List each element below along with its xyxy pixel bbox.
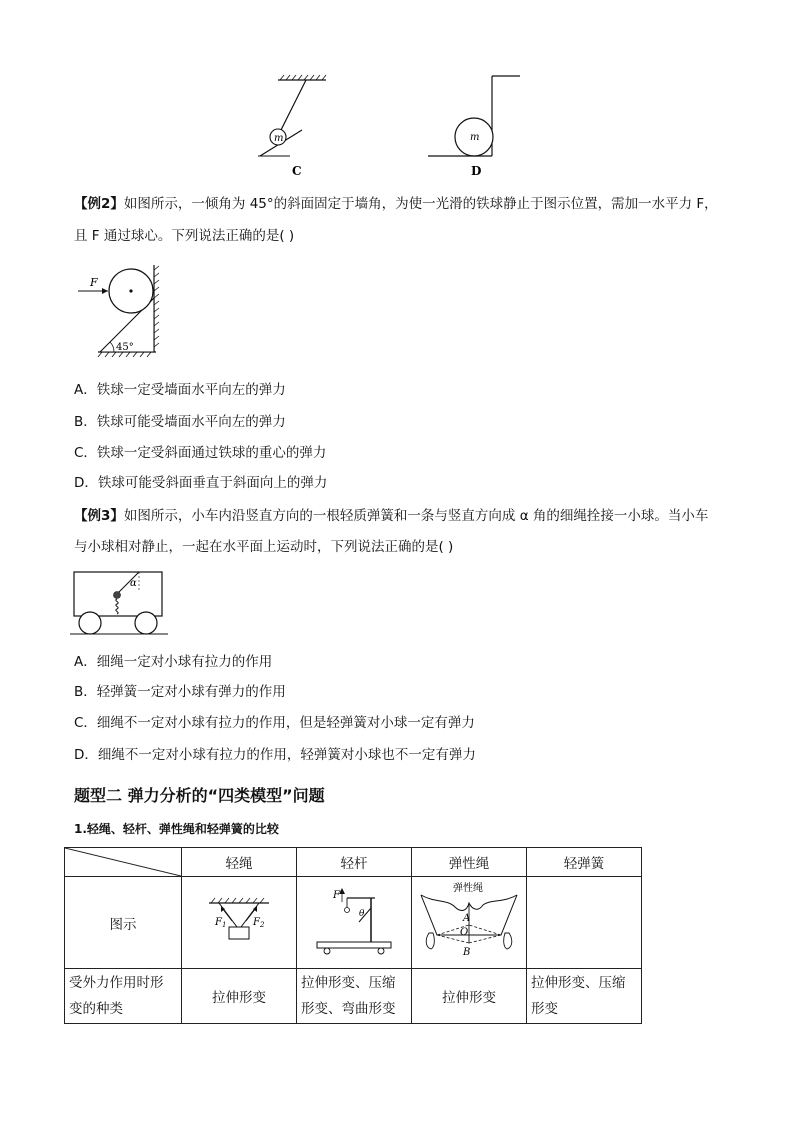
deform-light-rod <box>297 969 412 1024</box>
rope-f1-sub: 1 <box>221 920 227 929</box>
figure-option-c <box>250 70 340 180</box>
table-corner-cell <box>65 848 182 877</box>
example-2-question-line-2: 且 F 通过球心。下列说法正确的是( ) <box>74 228 295 244</box>
figure-elastic-rope-cell <box>412 877 527 969</box>
elastic-point-o: O <box>460 926 469 938</box>
mass-label-d: m <box>470 132 480 143</box>
figure-label-d: D <box>471 164 482 178</box>
example-3-option-d: D．细绳不一定对小球有拉力的作用，轻弹簧对小球也不一定有弹力 <box>74 747 476 763</box>
example-3-option-b: B．轻弹簧一定对小球有弹力的作用 <box>74 684 286 700</box>
header-light-spring: 轻弹簧 <box>527 848 642 877</box>
example-3-cart-figure <box>70 568 170 640</box>
row-label-deformation-line-2: 变的种类 <box>69 1001 123 1017</box>
mass-label-c: m <box>274 133 284 144</box>
rope-f2-sub: 2 <box>259 920 265 929</box>
example-2-option-b: B．铁球可能受墙面水平向左的弹力 <box>74 414 286 430</box>
row-label-figure: 图示 <box>65 877 182 969</box>
deform-light-rope: 拉伸形变 <box>182 969 297 1024</box>
table-row-figure <box>65 877 642 969</box>
svg-text:F1 <box>214 917 226 929</box>
elastic-rope-label: 弹性绳 <box>453 882 483 894</box>
elastic-point-a: A <box>463 912 471 924</box>
example-2-option-c: C．铁球一定受斜面通过铁球的重心的弹力 <box>74 445 327 461</box>
deform-light-rod-line-1: 拉伸形变、压缩 <box>301 975 396 991</box>
figure-light-rope-cell <box>182 877 297 969</box>
example-2-figure <box>74 260 164 360</box>
rod-angle-label: θ <box>359 908 365 919</box>
deform-light-spring <box>527 969 642 1024</box>
angle-label-45: 45° <box>116 342 134 353</box>
example-2-tag: 【例2】 <box>74 196 124 212</box>
figure-light-rod <box>311 888 397 958</box>
header-light-rod: 轻杆 <box>297 848 412 877</box>
deform-light-rod-line-2: 形变、弯曲形变 <box>301 1001 396 1017</box>
deform-light-spring-line-2: 形变 <box>531 1001 558 1017</box>
example-2-option-d: D．铁球可能受斜面垂直于斜面向上的弹力 <box>74 475 328 491</box>
figure-light-spring-cell <box>527 877 642 969</box>
figure-light-rope <box>199 891 279 955</box>
example-2-option-a: A．铁球一定受墙面水平向左的弹力 <box>74 382 286 398</box>
section-heading: 题型二 弹力分析的“四类模型”问题 <box>74 786 325 805</box>
svg-text:F2 <box>252 917 265 929</box>
force-label-f: F <box>90 276 98 289</box>
section-subheading: 1.轻绳、轻杆、弹性绳和轻弹簧的比较 <box>74 822 279 836</box>
example-3-option-c: C．细绳不一定对小球有拉力的作用，但是轻弹簧对小球一定有弹力 <box>74 715 475 731</box>
example-3-option-a: A．细绳一定对小球有拉力的作用 <box>74 654 273 670</box>
example-3-question-line-1 <box>74 506 708 526</box>
row-label-deformation <box>65 969 182 1024</box>
row-label-deformation-line-1: 受外力作用时形 <box>69 975 164 991</box>
comparison-table <box>64 847 642 1024</box>
example-3-question-line-2: 与小球相对静止，一起在水平面上运动时，下列说法正确的是( ) <box>74 539 454 555</box>
elastic-point-b: B <box>463 946 471 958</box>
example-3-text-1: 如图所示，小车内沿竖直方向的一根轻质弹簧和一条与竖直方向成 α 角的细绳拴接一小球。当小车 <box>123 508 709 524</box>
deform-light-spring-line-1: 拉伸形变、压缩 <box>531 975 626 991</box>
figure-elastic-rope <box>415 881 523 965</box>
figure-light-rod-cell <box>297 877 412 969</box>
table-row-deformation <box>65 969 642 1024</box>
rope-f2-label: F <box>253 916 260 928</box>
example-2-question-line-1 <box>74 194 718 214</box>
figure-option-d <box>420 70 530 180</box>
rod-force-label: F <box>333 889 340 901</box>
header-elastic-rope: 弹性绳 <box>412 848 527 877</box>
rope-f1-label: F <box>215 916 222 928</box>
table-header-row <box>65 848 642 877</box>
example-3-tag: 【例3】 <box>74 508 124 524</box>
header-light-rope: 轻绳 <box>182 848 297 877</box>
deform-elastic-rope: 拉伸形变 <box>412 969 527 1024</box>
figure-label-c: C <box>292 164 302 178</box>
example-2-text-1: 如图所示，一倾角为 45°的斜面固定于墙角，为使一光滑的铁球静止于图示位置，需加一水平力 F， <box>123 196 718 212</box>
angle-label-alpha: α <box>130 578 137 589</box>
